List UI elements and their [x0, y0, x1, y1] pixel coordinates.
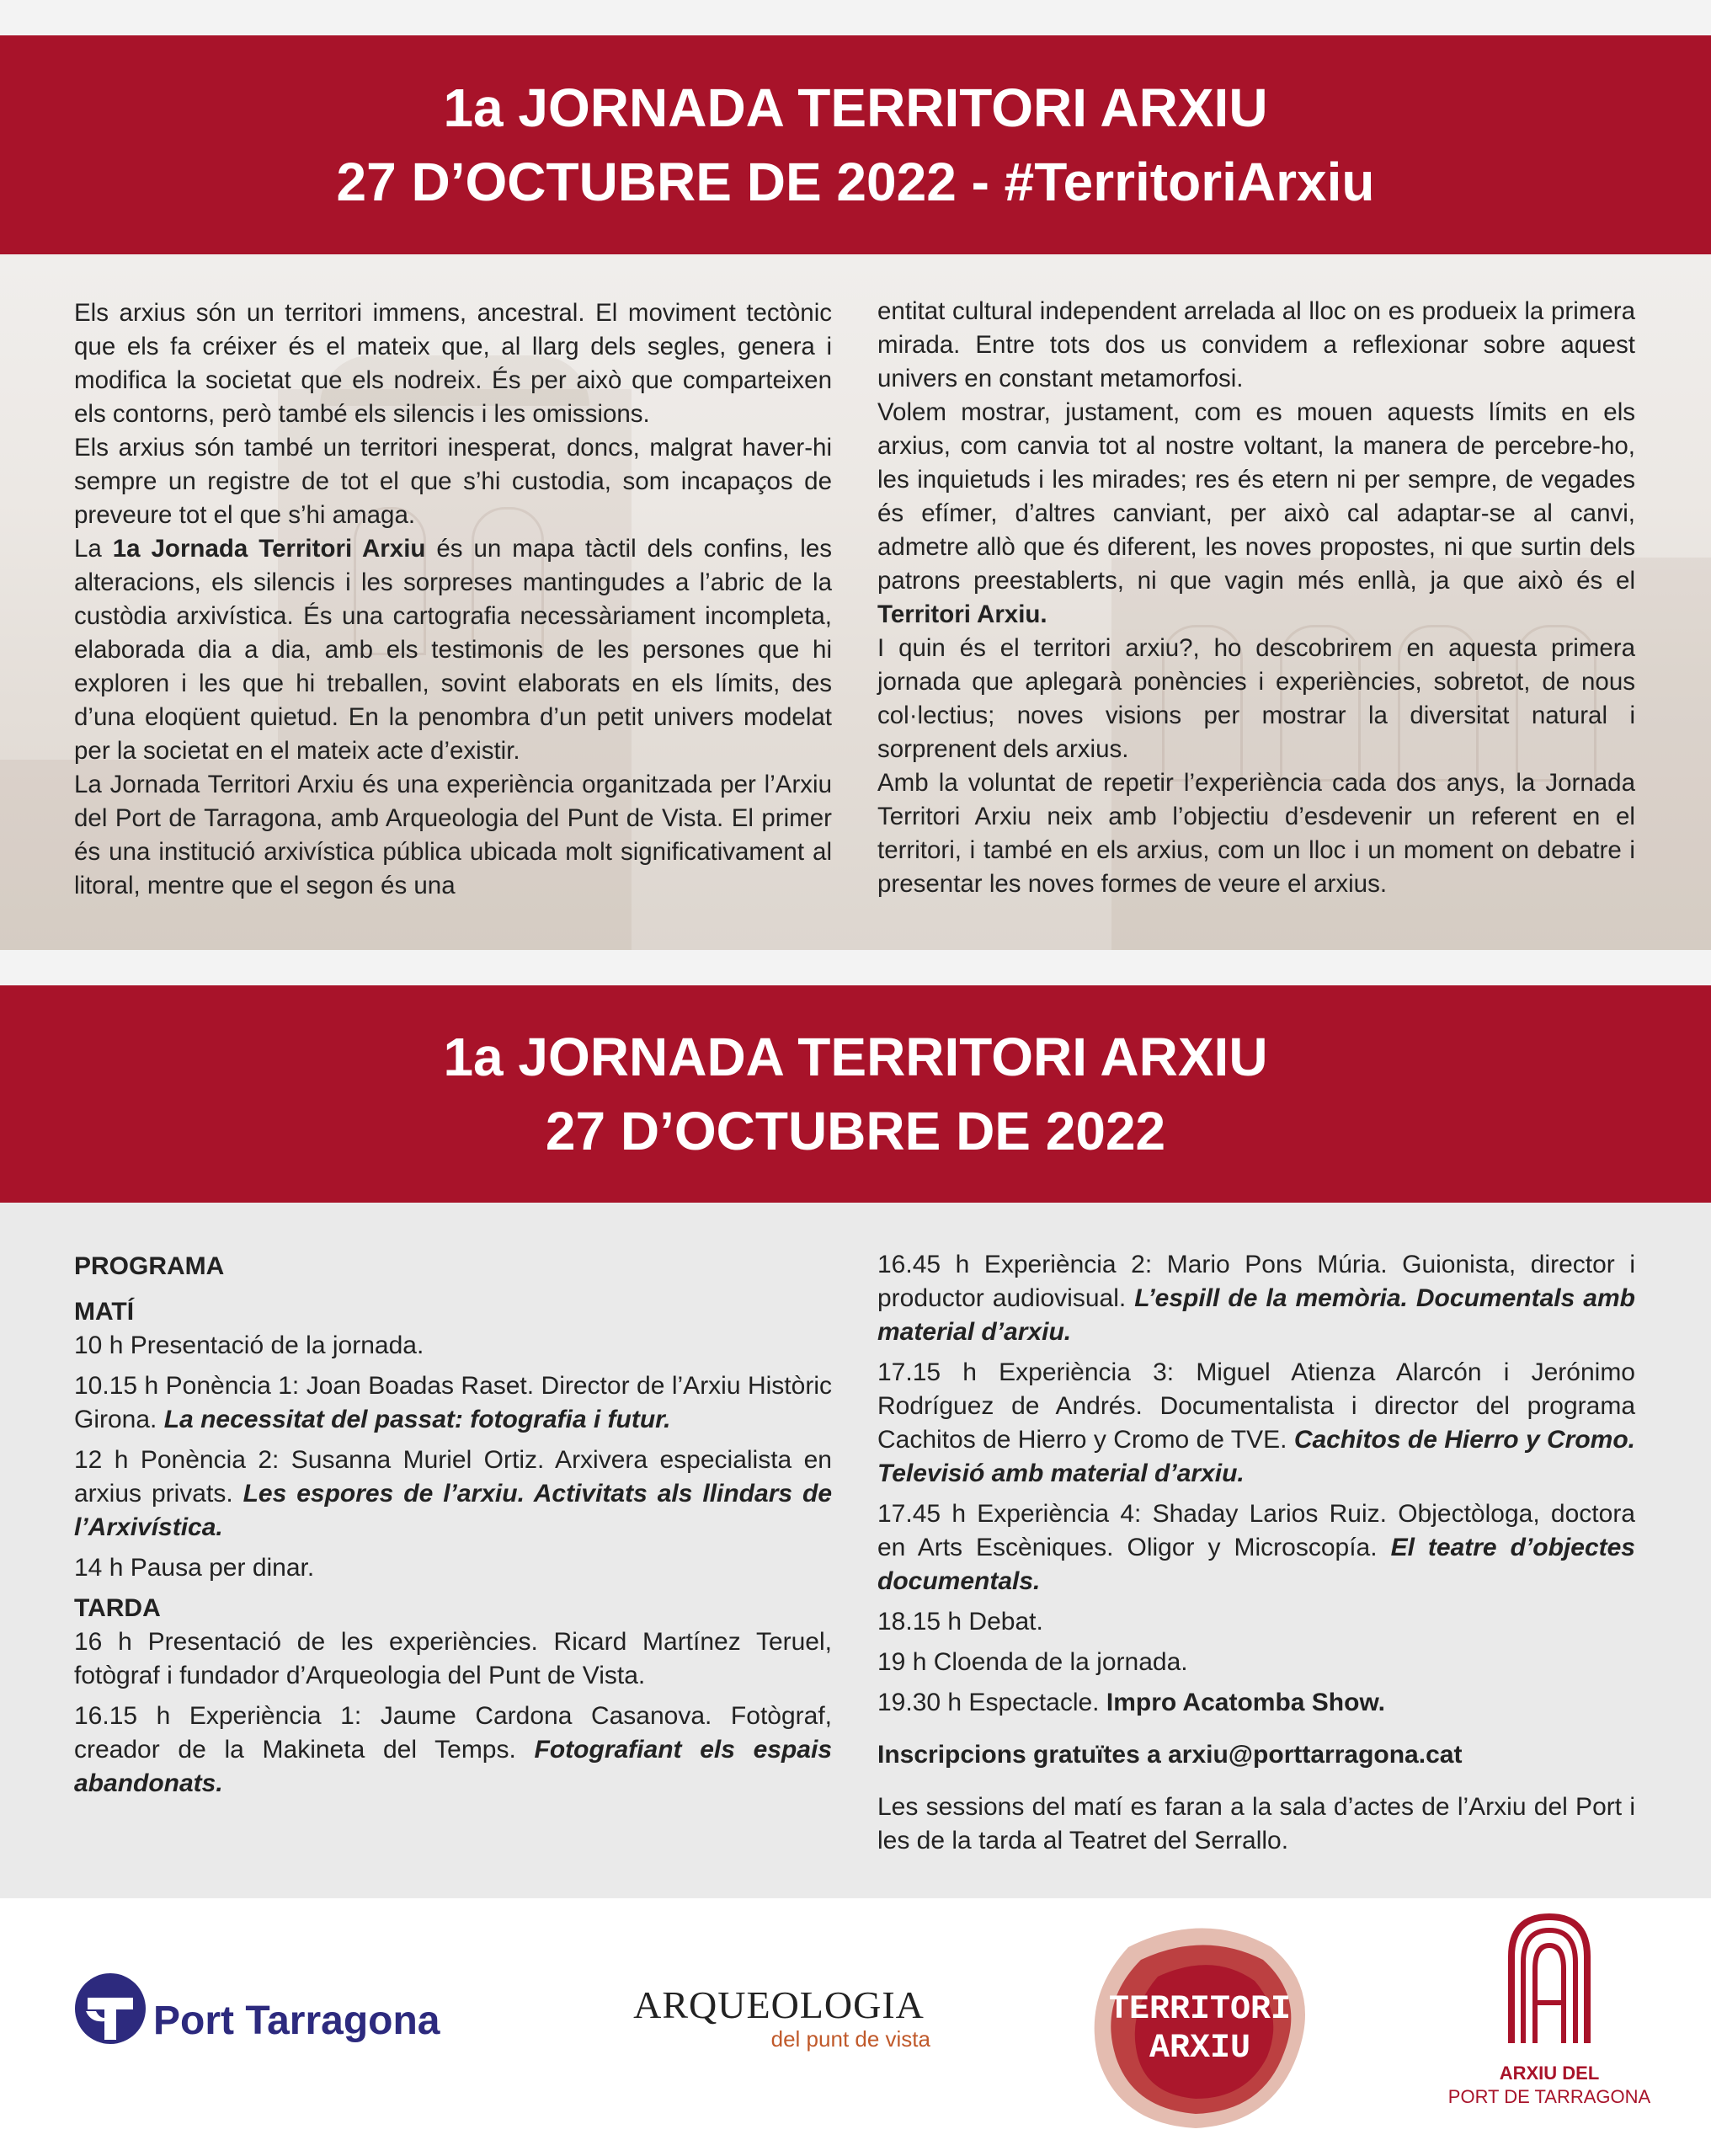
text: és un mapa tàctil dels confins, les alteracions, els silencis i les sorpreses mantingudes a l’abric de la custòdia arxivística. És una cartografia necessàriament incompleta, elaborada dia a dia, amb els testimonis de les persones que hi exploren i les que hi treballen, sovint elaborats en els límits, des d’una eloqüent quietud. En la penombra d’un petit univers modelat per la societat en el mateix acte d’existir.	[74, 535, 832, 765]
emphasis-title: L’espill de la memòria. Documentals amb material d’arxiu.	[877, 1284, 1635, 1346]
text: La Jornada Territori Arxiu és una experiència organitzada per l’Arxiu del Port de Tarragona, amb Arqueologia del Punt de Vista. El primer és una institució arxivística pública ubicada molt significativament al litoral, mentre que el segon és una	[74, 771, 832, 899]
text: 12 h Ponència 2: Susanna Muriel Ortiz. Arxivera especialista en arxius privats.	[74, 1446, 832, 1508]
venue-note: Les sessions del matí es faran a la sala d’actes de l’Arxiu del Port i les de la tarda al Teatret del Serrallo.	[877, 1793, 1635, 1854]
text: 19.30 h Espectacle.	[877, 1689, 1106, 1716]
paragraph	[74, 532, 832, 768]
paragraph	[74, 431, 832, 532]
footer-logos	[0, 1898, 1711, 2156]
paragraph	[877, 1646, 1635, 1679]
territori-line: TERRITORI	[1108, 1991, 1292, 2029]
text: Els arxius són també un territori inesperat, doncs, malgrat haver-hi sempre un registre de tot el que s’hi custodia, som incapaços de preveure tot el que s’hi amaga.	[74, 434, 832, 529]
text: 16 h Presentació de les experiències. Ricard Martínez Teruel, fotògraf i fundador d’Arqueologia del Punt de Vista.	[74, 1628, 832, 1689]
paragraph	[877, 1356, 1635, 1491]
arxiu-port-text-1: ARXIU DEL	[1499, 2063, 1600, 2084]
paragraph	[877, 396, 1635, 632]
intro-right-column	[877, 295, 1635, 901]
text: I quin és el territori arxiu?, ho descobrirem en aquesta primera jornada que aplegarà ponències i experiències, sobretot, de nous col·lectius; noves visions per mostrar la diversitat natural i sorprenent dels arxius.	[877, 634, 1635, 763]
text: 16.45 h Experiència 2: Mario Pons Múria. Guionista, director i productor audiovisual.	[877, 1251, 1635, 1312]
text: 18.15 h Debat.	[877, 1608, 1043, 1636]
registration-note: Inscripcions gratuïtes a arxiu@porttarragona.cat	[877, 1741, 1463, 1769]
paragraph	[74, 1625, 832, 1693]
program-title: PROGRAMA	[74, 1252, 225, 1280]
emphasis-title: Fotografiant els espais abandonats.	[74, 1736, 832, 1797]
paragraph	[877, 295, 1635, 396]
text: La	[74, 535, 113, 563]
program-right-column	[877, 1248, 1635, 1865]
port-tarragona-logo	[74, 1966, 478, 2058]
paragraph	[877, 1497, 1635, 1598]
text: 10 h Presentació de la jornada.	[74, 1331, 424, 1359]
morning-list	[74, 1329, 832, 1585]
bold-text: Impro Acatomba Show.	[1106, 1689, 1386, 1716]
paragraph	[74, 1551, 832, 1585]
paragraph	[74, 1369, 832, 1437]
territori-arxiu-text	[1078, 1991, 1322, 2068]
arxiu-port-text-2: PORT DE TARRAGONA	[1447, 2086, 1651, 2107]
text: Amb la voluntat de repetir l’experiència cada dos anys, la Jornada Territori Arxiu neix amb l’objectiu d’esdevenir un referent en el territori, i també en els arxius, com un lloc i un moment on debatre i presentar les noves formes de veure el arxius.	[877, 769, 1635, 898]
bold-text: 1a Jornada Territori Arxiu	[112, 535, 426, 563]
territori-arxiu-logo	[1078, 1913, 1322, 2132]
paragraph	[74, 1700, 832, 1801]
paragraph	[74, 296, 832, 431]
bold-text: Territori Arxiu.	[877, 600, 1047, 628]
paragraph	[74, 1444, 832, 1545]
text: 17.15 h Experiència 3: Miguel Atienza Alarcón i Jerónimo Rodríguez de Andrés. Documentalista i director del programa Cachitos de Hierro y Cromo de TVE.	[877, 1358, 1635, 1454]
paragraph	[877, 632, 1635, 766]
arqueologia-text: ARQUEOLOGIA	[633, 1983, 925, 2026]
arxiu-line: ARXIU	[1149, 2030, 1251, 2068]
arqueologia-subtext: del punt de vista	[770, 2026, 930, 2052]
afternoon-list	[74, 1625, 832, 1801]
top-banner	[0, 35, 1711, 254]
paragraph	[74, 1329, 832, 1363]
paragraph	[877, 766, 1635, 901]
emphasis-title: El teatre d’objectes documentals.	[877, 1534, 1635, 1595]
text: 19 h Cloenda de la jornada.	[877, 1648, 1188, 1676]
emphasis-title: La necessitat del passat: fotografia i futur.	[163, 1406, 671, 1433]
program-left-column	[74, 1250, 832, 1807]
arxiu-port-logo	[1423, 1910, 1676, 2137]
port-tarragona-text: Port Tarragona	[153, 1999, 440, 2043]
afternoon-label: TARDA	[74, 1594, 161, 1622]
paragraph	[74, 768, 832, 903]
text: 14 h Pausa per dinar.	[74, 1554, 315, 1582]
intro-section	[0, 254, 1711, 950]
text: entitat cultural independent arrelada al lloc on es produeix la primera mirada. Entre tots dos us convidem a reflexionar sobre aquest univers en constant metamorfosi.	[877, 297, 1635, 392]
banner-subtitle: 27 D’OCTUBRE DE 2022 - #TerritoriArxiu	[336, 152, 1375, 212]
text: 10.15 h Ponència 1: Joan Boadas Raset. Director de l’Arxiu Històric Girona.	[74, 1372, 832, 1433]
program-section	[0, 1203, 1711, 1898]
paragraph	[877, 1605, 1635, 1639]
arxiu-arch-icon	[1503, 1910, 1596, 2045]
program-banner	[0, 985, 1711, 1203]
program-banner-date: 27 D’OCTUBRE DE 2022	[545, 1101, 1166, 1161]
text: 16.15 h Experiència 1: Jaume Cardona Casanova. Fotògraf, creador de la Makineta del Temps.	[74, 1702, 832, 1764]
intro-left-column	[74, 296, 832, 903]
emphasis-title: Cachitos de Hierro y Cromo. Televisió amb material d’arxiu.	[877, 1426, 1635, 1487]
port-tarragona-logo-icon	[74, 1972, 147, 2045]
paragraph	[877, 1248, 1635, 1349]
emphasis-title: Les espores de l’arxiu. Activitats als llindars de l’Arxivística.	[74, 1480, 833, 1541]
text: Volem mostrar, justament, com es mouen aquests límits en els arxius, com canvia tot al nostre voltant, la manera de percebre-ho, les inquietuds i les mirades; res és etern ni per sempre, de vegades és efímer, d’altres canviant, per això cal adaptar-se al canvi, admetre allò que és diferent, les noves propostes, ni que surtin dels patrons preestablerts, ni que vagin més enllà, ja que això és el	[877, 398, 1635, 595]
text: Els arxius són un territori immens, ancestral. El moviment tectònic que els fa créixer és el mateix que, al llarg dels segles, genera i modifica la societat que els nodreix. És per això que comparteixen els contorns, però també els silencis i les omissions.	[74, 299, 832, 428]
morning-label: MATÍ	[74, 1298, 135, 1326]
banner-title: 1a JORNADA TERRITORI ARXIU	[443, 77, 1268, 138]
text: 17.45 h Experiència 4: Shaday Larios Ruiz. Objectòloga, doctora en Arts Escèniques. Oligor y Microscopía.	[877, 1500, 1635, 1561]
afternoon-list-continued	[877, 1248, 1635, 1720]
paragraph	[877, 1686, 1635, 1720]
program-banner-title: 1a JORNADA TERRITORI ARXIU	[443, 1027, 1268, 1087]
arqueologia-logo	[619, 1984, 939, 2060]
